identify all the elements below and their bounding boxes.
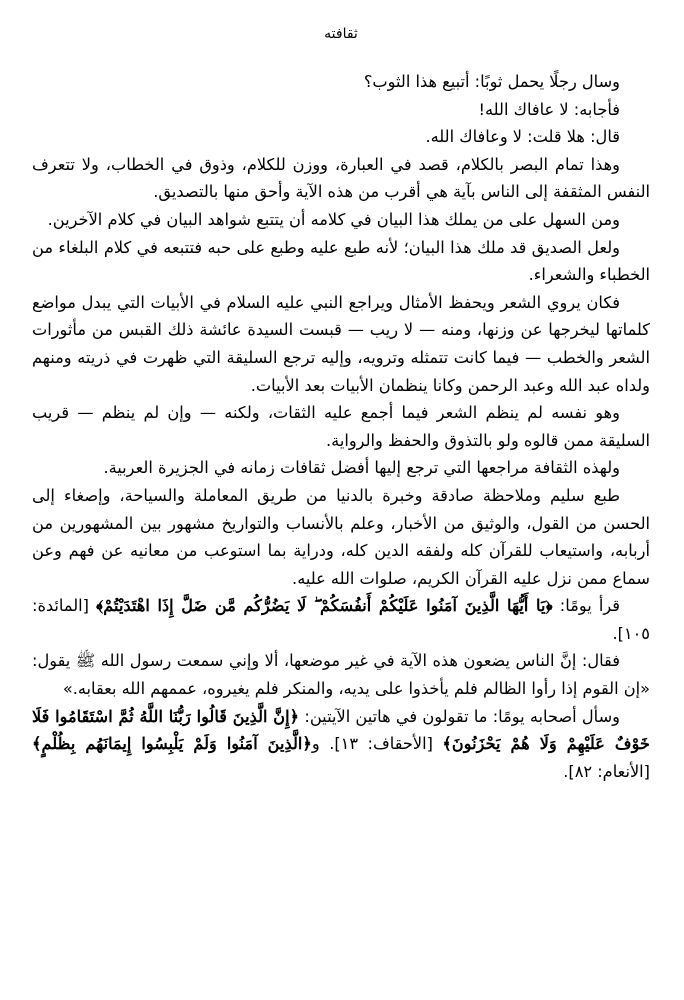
paragraph: فقال: إنَّ الناس يضعون هذه الآية في غير موضعها، ألا وإني سمعت رسول الله ﷺ يقول: «إن القوم إذا رأوا الظالم فلم يأخذوا على يديه، والمنكر فلم يغيروه، عممهم الله بعقابه.» (32, 651, 650, 699)
verse-reference: [المائدة: ١٠٥]. (32, 596, 650, 643)
quran-verse: ﴿إِنَّ الَّذِينَ قَالُوا رَبُّنَا اللَّهُ ثُمَّ اسْتَقَامُوا فَلَا خَوْفٌ عَلَيْهِمْ وَلَا هُمْ يَحْزَنُونَ﴾ (32, 706, 650, 754)
quran-quote-paragraph (32, 703, 650, 786)
paragraph: فأجابه: لا عافاك الله! (478, 99, 620, 119)
paragraph: ومن السهل على من يملك هذا البيان في كلامه أن يتتبع شواهد البيان في كلام الآخرين. (47, 209, 620, 229)
quran-verse: ﴿يَا أَيُّهَا الَّذِينَ آمَنُوا عَلَيْكُمْ أَنفُسَكُمْ ۖ لَا يَضُرُّكُم مَّن ضَلَّ إِذَا اهْتَدَيْتُمْ﴾ (96, 596, 553, 616)
paragraph: وهو نفسه لم ينظم الشعر فيما أجمع عليه الثقات، ولكنه — وإن لم ينظم — قريب السليقة ممن قالوه ولو بالتذوق والحفظ والرواية. (32, 403, 650, 450)
verse-reference: [الأنعام: ٨٢]. (563, 761, 650, 781)
verse-reference: [الأحقاف: ١٣]. و (311, 734, 443, 754)
quote-lead: قرأ يومًا: (552, 596, 620, 616)
paragraph: وسال رجلًا يحمل ثوبًا: أتبيع هذا الثوب؟ (363, 72, 620, 91)
paragraph: ولعل الصديق قد ملك هذا البيان؛ لأنه طبع عليه وطبع على حبه فتتبعه في كلام البلغاء من الخطباء والشعراء. (32, 237, 650, 285)
paragraph: قال: هلا قلت: لا وعافاك الله. (425, 127, 620, 147)
chapter-title: ثقافته (324, 26, 358, 42)
page-body (32, 68, 650, 785)
quran-verse: ﴿الَّذِينَ آمَنُوا وَلَمْ يَلْبِسُوا إِيمَانَهُم بِظُلْمٍ﴾ (32, 734, 312, 754)
paragraph: وهذا تمام البصر بالكلام، قصد في العبارة، ووزن للكلام، وذوق في الخطاب، ولا تتعرف النفس المثقفة إلى الناس بآية هي أقرب من هذه الآية وأحق منها بالتصديق. (32, 154, 650, 202)
running-header (32, 24, 650, 68)
paragraph: فكان يروي الشعر ويحفظ الأمثال ويراجع النبي عليه السلام في الأبيات التي يبدل مواضع كلماتها ليخرجها عن وزنها، ومنه — لا ريب — قبست السيدة عائشة ذلك القبس من مأثورات الشعر والخطب — فيما كانت تتمثله وترويه، وإليه ترجع السليقة التي ظهرت في ذريته ومنهم ولداه عبد الله وعبد الرحمن وكانا ينظمان الأبيات بعد الأبيات. (32, 292, 650, 395)
paragraph: ولهذه الثقافة مراجعها التي ترجع إليها أفضل ثقافات زمانه في الجزيرة العربية. (103, 458, 620, 478)
quote-lead: وسأل أصحابه يومًا: ما تقولون في هاتين الآيتين: (299, 706, 620, 726)
paragraph: طبع سليم وملاحظة صادقة وخبرة بالدنيا من طريق المعاملة والسياحة، وإصغاء إلى الحسن من القول، والوثيق من الأخبار، وعلم بالأنساب والتواريخ مشهور بين المشهورين من أربابه، واستيعاب للقرآن كله ولفقه الدين كله، ودراية بما استوعب من معانيه عن فهم وعن سماع ممن نزل عليه القرآن الكريم، صلوات الله عليه. (32, 485, 650, 588)
quran-quote-paragraph (32, 592, 650, 647)
